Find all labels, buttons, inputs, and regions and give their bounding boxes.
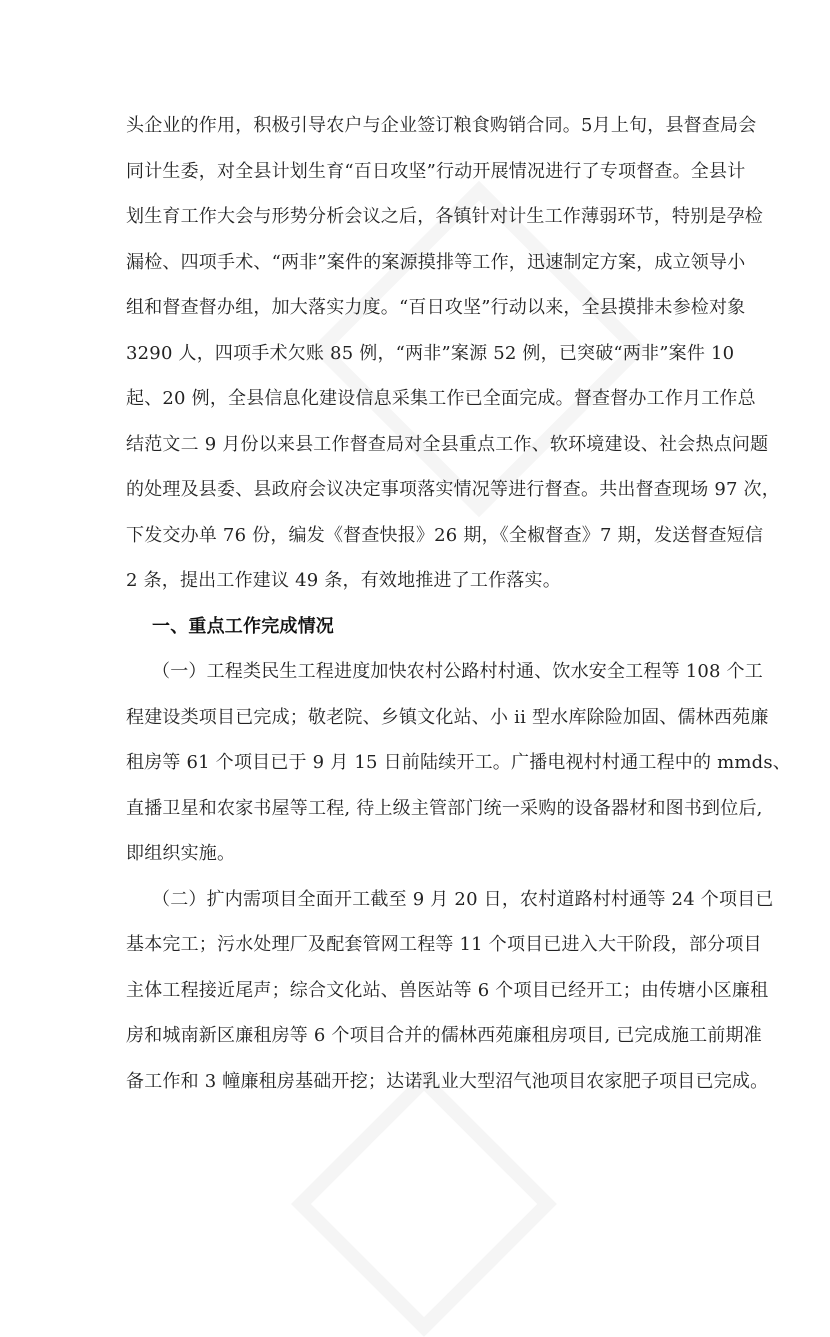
- paragraph-line: 备工作和 3 幢廉租房基础开挖；达诺乳业大型沼气池项目农家肥子项目已完成。: [126, 1071, 769, 1092]
- paragraph-line: （一）工程类民生工程进度加快农村公路村村通、饮水安全工程等 108 个工: [152, 661, 763, 682]
- paragraph-line: 即组织实施。: [126, 843, 236, 864]
- paragraph-line: 房和城南新区廉租房等 6 个项目合并的儒林西苑廉租房项目, 已完成施工前期准: [126, 1025, 762, 1046]
- paragraph-line: 2 条，提出工作建议 49 条，有效地推进了工作落实。: [126, 570, 561, 591]
- watermark-stamp: [291, 1071, 557, 1337]
- paragraph-line: 程建设类项目已完成；敬老院、乡镇文化站、小 ii 型水库除险加固、儒林西苑廉: [126, 707, 769, 728]
- paragraph-line: 租房等 61 个项目已于 9 月 15 日前陆续开工。广播电视村村通工程中的 mmds、: [126, 752, 792, 773]
- paragraph-line: 主体工程接近尾声；综合文化站、兽医站等 6 个项目已经开工；由传塘小区廉租: [126, 980, 769, 1001]
- paragraph-line: 漏检、四项手术、“两非”案件的案源摸排等工作，迅速制定方案，成立领导小: [126, 252, 746, 273]
- section-heading: 一、重点工作完成情况: [152, 616, 334, 637]
- paragraph-line: 头企业的作用，积极引导农户与企业签订粮食购销合同。5月上旬，县督查局会: [126, 115, 757, 136]
- paragraph-line: 同计生委，对全县计划生育“百日攻坚”行动开展情况进行了专项督查。全县计: [126, 161, 746, 182]
- paragraph-line: 基本完工；污水处理厂及配套管网工程等 11 个项目已进入大干阶段，部分项目: [126, 934, 762, 955]
- paragraph-line: 划生育工作大会与形势分析会议之后，各镇针对计生工作薄弱环节，特别是孕检: [126, 206, 763, 227]
- paragraph-line: 直播卫星和农家书屋等工程, 待上级主管部门统一采购的设备器材和图书到位后,: [126, 798, 763, 819]
- paragraph-line: 的处理及县委、县政府会议决定事项落实情况等进行督查。共出督查现场 97 次，: [126, 479, 780, 500]
- paragraph-line: （二）扩内需项目全面开工截至 9 月 20 日，农村道路村村通等 24 个项目已: [152, 889, 774, 910]
- paragraph-line: 起、20 例，全县信息化建设信息采集工作已全面完成。督查督办工作月工作总: [126, 388, 756, 409]
- paragraph-line: 3290 人，四项手术欠账 85 例，“两非”案源 52 例，已突破“两非”案件 10: [126, 343, 735, 364]
- paragraph-line: 下发交办单 76 份，编发《督查快报》26 期，《全椒督查》7 期，发送督查短信: [126, 525, 764, 546]
- paragraph-line: 组和督查督办组，加大落实力度。“百日攻坚”行动以来，全县摸排未参检对象: [126, 297, 746, 318]
- paragraph-line: 结范文二 9 月份以来县工作督查局对全县重点工作、软环境建设、社会热点问题: [126, 434, 769, 455]
